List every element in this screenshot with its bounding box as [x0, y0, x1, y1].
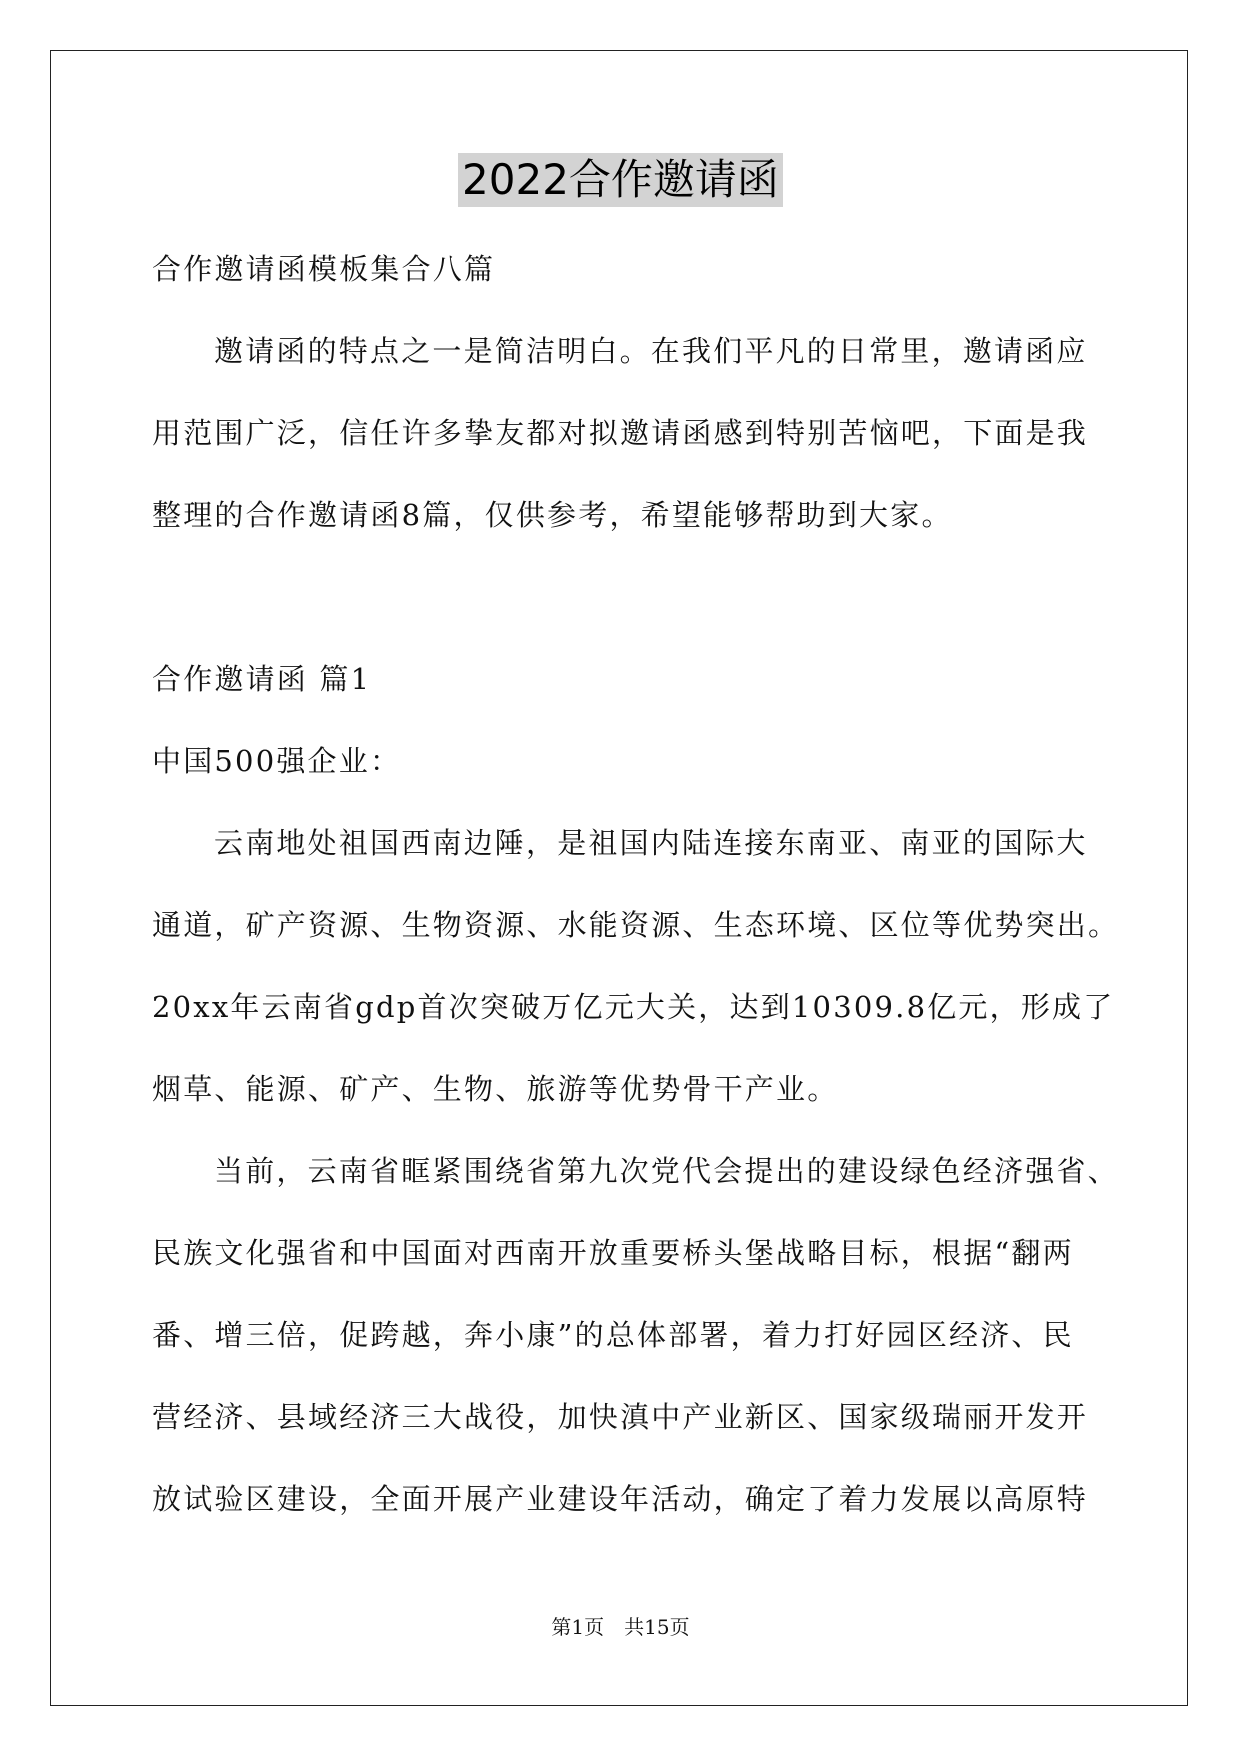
paragraph-line: 通道，矿产资源、生物资源、水能资源、生态环境、区位等优势突出。 [152, 908, 1120, 942]
paragraph-line: 营经济、县域经济三大战役，加快滇中产业新区、国家级瑞丽开发开 [152, 1400, 1089, 1434]
document-subtitle: 合作邀请函模板集合八篇 [152, 252, 496, 286]
page-number: 第1页 共15页 [551, 1615, 690, 1639]
paragraph-line: 民族文化强省和中国面对西南开放重要桥头堡战略目标，根据“翻两 [152, 1236, 1074, 1270]
section-heading: 合作邀请函 篇1 [152, 662, 372, 696]
document-body [152, 228, 1120, 1540]
salutation: 中国500强企业： [152, 744, 402, 778]
paragraph-line: 当前，云南省眶紧围绕省第九次党代会提出的建设绿色经济强省、 [214, 1154, 1119, 1188]
paragraph-line: 云南地处祖国西南边陲，是祖国内陆连接东南亚、南亚的国际大 [214, 826, 1088, 860]
paragraph-line: 番、增三倍，促跨越，奔小康”的总体部署，着力打好园区经济、民 [152, 1318, 1074, 1352]
paragraph-line: 放试验区建设，全面开展产业建设年活动，确定了着力发展以高原特 [152, 1482, 1089, 1516]
intro-line: 整理的合作邀请函8篇，仅供参考，希望能够帮助到大家。 [152, 498, 953, 532]
intro-line: 邀请函的特点之一是简洁明白。在我们平凡的日常里，邀请函应 [214, 334, 1088, 368]
document-title: 2022合作邀请函 [458, 153, 783, 207]
title-container [0, 153, 1241, 207]
intro-line: 用范围广泛，信任许多挚友都对拟邀请函感到特别苦恼吧，下面是我 [152, 416, 1089, 450]
blank-line [152, 556, 1112, 638]
paragraph-line: 20xx年云南省gdp首次突破万亿元大关，达到10309.8亿元，形成了 [152, 990, 1115, 1024]
paragraph-line: 烟草、能源、矿产、生物、旅游等优势骨干产业。 [152, 1072, 839, 1106]
